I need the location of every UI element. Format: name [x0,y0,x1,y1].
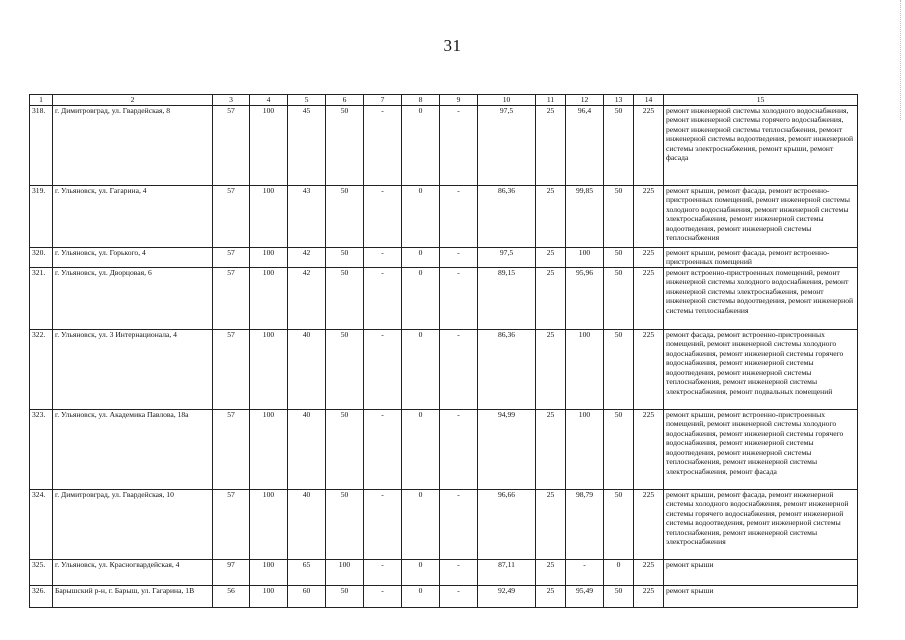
table-cell: 92,49 [478,585,536,607]
column-header: 3 [213,95,250,106]
table-cell: 0 [402,559,440,585]
column-header: 1 [30,95,53,106]
table-cell: 25 [536,185,566,247]
table-cell: 57 [213,409,250,489]
table-cell: 50 [326,267,364,329]
table-cell: 100 [250,559,288,585]
table-cell: 0 [402,267,440,329]
table-cell: 95,96 [566,267,604,329]
table-cell: - [440,105,478,185]
page-number: 31 [443,36,462,55]
table-cell: 225 [634,105,664,185]
table-cell: 40 [288,489,326,559]
address-cell: г. Ульяновск, ул. 3 Интернационала, 4 [53,329,213,409]
table-cell: 99,85 [566,185,604,247]
repair-works-cell: ремонт крыши, ремонт фасада, ремонт встроенно-пристроенных помещений, ремонт инженерной системы холодного водоснабжения, ремонт инженерной системы электроснабжения, ремонт инженерной системы водоотведения, ремонт инженерной системы теплоснабжения [664,185,858,247]
table-cell: 0 [402,585,440,607]
address-cell: г. Ульяновск, ул. Гагарина, 4 [53,185,213,247]
table-cell: 50 [604,329,634,409]
table-cell: 57 [213,185,250,247]
table-cell: 89,15 [478,267,536,329]
table-cell: - [440,185,478,247]
table-cell: 98,79 [566,489,604,559]
table-cell: 96,4 [566,105,604,185]
table-cell: 57 [213,489,250,559]
address-cell: г. Димитровград, ул. Гвардейская, 10 [53,489,213,559]
table-cell: 25 [536,489,566,559]
table-cell: 100 [250,489,288,559]
table-cell: 100 [566,409,604,489]
repair-works-cell: ремонт крыши, ремонт встроенно-пристроенных помещений, ремонт инженерной системы холодного водоснабжения, ремонт инженерной системы горячего водоснабжения, ремонт инженерной системы водоотведения, ремонт инженерной системы теплоснабжения, ремонт инженерной системы электроснабжения, ремонт фасада [664,409,858,489]
table-cell: 86,36 [478,329,536,409]
table-cell: 50 [604,247,634,267]
table-cell: 43 [288,185,326,247]
table-row [30,267,858,329]
table-cell: - [440,559,478,585]
repair-works-cell: ремонт крыши, ремонт фасада, ремонт инженерной системы холодного водоснабжения, ремонт инженерной системы горячего водоснабжения, ремонт инженерной системы водоотведения, ремонт инженерной системы теплоснабжения, ремонт инженерной системы электроснабжения [664,489,858,559]
address-cell: г. Ульяновск, ул. Горького, 4 [53,247,213,267]
column-header: 8 [402,95,440,106]
address-cell: г. Димитровград, ул. Гвардейская, 8 [53,105,213,185]
column-header: 5 [288,95,326,106]
table-cell: 225 [634,585,664,607]
table-cell: 50 [604,409,634,489]
table-cell: 100 [326,559,364,585]
repair-works-cell: ремонт крыши [664,559,858,585]
row-number: 319. [30,185,53,247]
row-number: 322. [30,329,53,409]
repair-works-cell: ремонт встроенно-пристроенных помещений, ремонт инженерной системы холодного водоснабжения, ремонт инженерной системы электроснабжения, ремонт инженерной системы водоотведения, ремонт инженерной системы теплоснабжения [664,267,858,329]
scan-margin-mark [894,0,901,120]
table-cell: - [364,489,402,559]
table-cell: 100 [250,185,288,247]
table-cell: 50 [604,267,634,329]
table-cell: 225 [634,409,664,489]
table-cell: 25 [536,559,566,585]
table-cell: 100 [250,409,288,489]
table-cell: - [364,409,402,489]
table-cell: 100 [566,247,604,267]
table-row [30,247,858,267]
table-cell: 42 [288,247,326,267]
table-cell: - [364,329,402,409]
table-cell: 56 [213,585,250,607]
table-cell: 50 [326,329,364,409]
table-cell: 50 [326,247,364,267]
table-cell: 42 [288,267,326,329]
table-cell: 50 [604,105,634,185]
table-cell: - [364,105,402,185]
table-row [30,585,858,607]
table-cell: 0 [402,409,440,489]
housing-repair-table [29,94,858,608]
table-cell: 97,5 [478,247,536,267]
table-row [30,185,858,247]
table-cell: - [364,247,402,267]
column-header: 15 [664,95,858,106]
table-cell: 50 [326,489,364,559]
table-cell: 60 [288,585,326,607]
column-header: 14 [634,95,664,106]
header-row [30,95,858,106]
table-cell: 225 [634,329,664,409]
address-cell: г. Ульяновск, ул. Дворцовая, 6 [53,267,213,329]
table-cell: 100 [250,247,288,267]
table-cell: - [364,585,402,607]
repair-works-cell: ремонт фасада, ремонт встроенно-пристроенных помещений, ремонт инженерной системы холодного водоснабжения, ремонт инженерной системы горячего водоснабжения, ремонт инженерной системы водоотведения, ремонт инженерной системы теплоснабжения, ремонт инженерной системы электроснабжения, ремонт подвальных помещений [664,329,858,409]
repair-works-cell: ремонт инженерной системы холодного водоснабжения, ремонт инженерной системы горячего водоснабжения, ремонт инженерной системы теплоснабжения, ремонт инженерной системы водоотведения, ремонт инженерной системы электроснабжения, ремонт крыши, ремонт фасада [664,105,858,185]
table-cell: 97 [213,559,250,585]
table-cell: 25 [536,105,566,185]
address-cell: Барышский р-н, г. Барыш, ул. Гагарина, 1В [53,585,213,607]
table-cell: 50 [604,489,634,559]
repair-works-cell: ремонт крыши [664,585,858,607]
table-cell: 25 [536,267,566,329]
table-cell: 225 [634,247,664,267]
table-cell: 95,49 [566,585,604,607]
column-header: 11 [536,95,566,106]
column-header: 12 [566,95,604,106]
table-row [30,489,858,559]
table-cell: 100 [250,267,288,329]
table-cell: 50 [326,105,364,185]
table-cell: - [440,489,478,559]
repair-works-cell: ремонт крыши, ремонт фасада, ремонт встроенно-пристроенных помещений [664,247,858,267]
table-cell: 100 [250,585,288,607]
table-cell: 0 [402,105,440,185]
table-cell: 40 [288,329,326,409]
column-header: 6 [326,95,364,106]
address-cell: г. Ульяновск, ул. Красногвардейская, 4 [53,559,213,585]
table-cell: - [364,267,402,329]
table-cell: 0 [402,489,440,559]
table-row [30,409,858,489]
column-header: 9 [440,95,478,106]
table-cell: 50 [604,585,634,607]
table-cell: 57 [213,329,250,409]
table-cell: 86,36 [478,185,536,247]
row-number: 324. [30,489,53,559]
table-cell: 57 [213,105,250,185]
row-number: 321. [30,267,53,329]
row-number: 320. [30,247,53,267]
table-cell: 225 [634,489,664,559]
table-cell: 0 [402,185,440,247]
table-cell: 100 [250,329,288,409]
table-cell: - [440,247,478,267]
table-cell: - [364,185,402,247]
table-cell: 0 [604,559,634,585]
table-cell: 225 [634,185,664,247]
table-cell: 0 [402,329,440,409]
table-cell: 100 [566,329,604,409]
table-row [30,559,858,585]
address-cell: г. Ульяновск, ул. Академика Павлова, 18а [53,409,213,489]
table-cell: 96,66 [478,489,536,559]
column-header: 10 [478,95,536,106]
table-cell: 50 [326,409,364,489]
table-cell: 25 [536,247,566,267]
column-header: 7 [364,95,402,106]
row-number: 325. [30,559,53,585]
column-header: 4 [250,95,288,106]
table-cell: 100 [250,105,288,185]
row-number: 318. [30,105,53,185]
column-header: 13 [604,95,634,106]
table-cell: 45 [288,105,326,185]
row-number: 326. [30,585,53,607]
table-cell: 57 [213,267,250,329]
column-header: 2 [53,95,213,106]
table-cell: 225 [634,267,664,329]
row-number: 323. [30,409,53,489]
table-cell: 25 [536,329,566,409]
table-cell: 50 [604,185,634,247]
table-cell: 50 [326,585,364,607]
table-cell: 25 [536,409,566,489]
table-cell: - [440,585,478,607]
table-cell: 97,5 [478,105,536,185]
table-cell: - [440,329,478,409]
table-cell: 40 [288,409,326,489]
table-cell: - [440,409,478,489]
table-cell: 57 [213,247,250,267]
table-cell: 65 [288,559,326,585]
table-cell: - [566,559,604,585]
table-cell: 87,11 [478,559,536,585]
table-cell: 94,99 [478,409,536,489]
table-cell: - [440,267,478,329]
table-row [30,105,858,185]
table-cell: - [364,559,402,585]
table-row [30,329,858,409]
table-cell: 225 [634,559,664,585]
table-cell: 0 [402,247,440,267]
table-cell: 50 [326,185,364,247]
table-cell: 25 [536,585,566,607]
